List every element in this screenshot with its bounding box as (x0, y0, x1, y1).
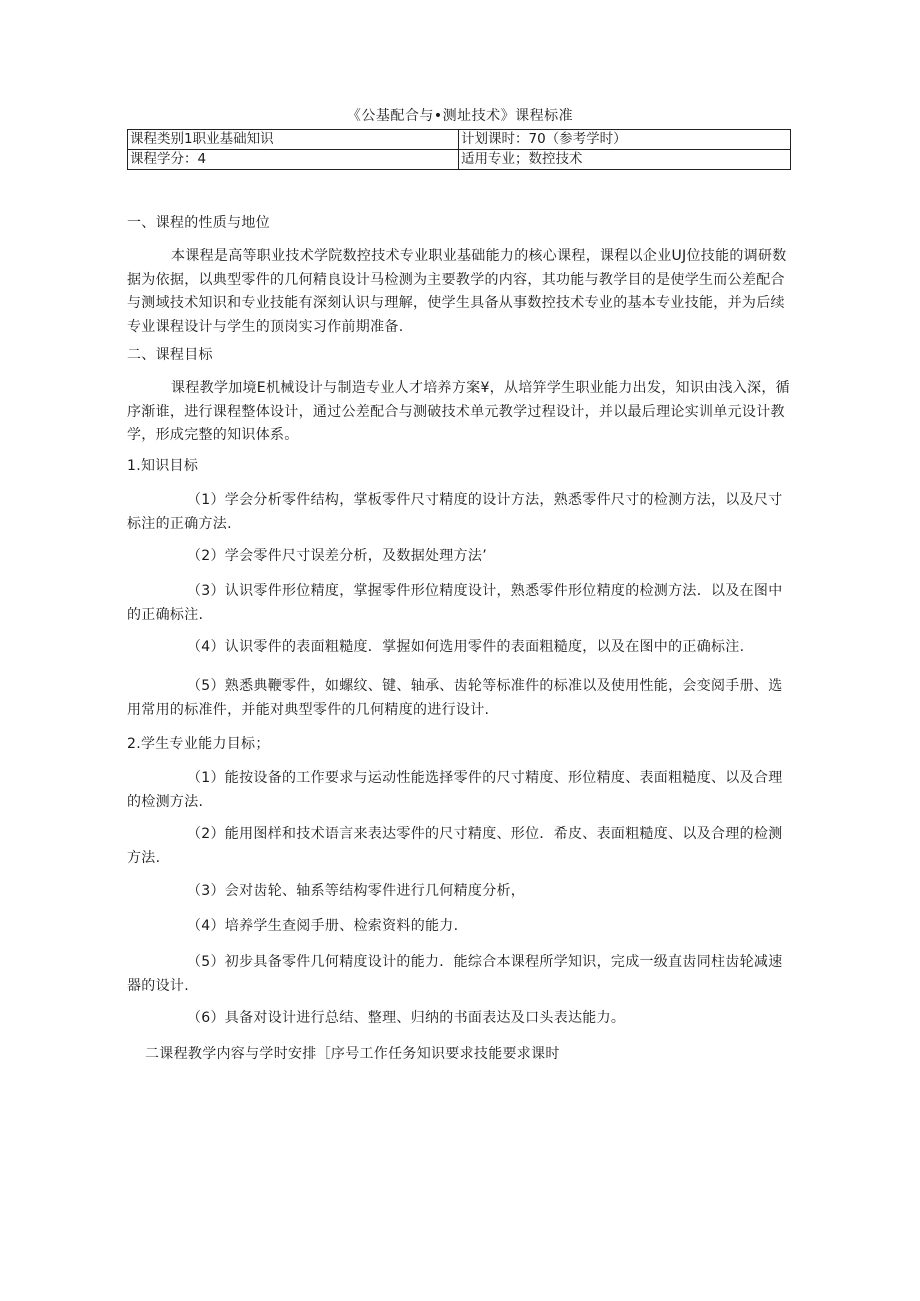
skill-item-1: （1）能按设备的工作要求与运动性能选择零件的尺寸精度、形位精度、表面粗糙度、以及合理的检测方法. (127, 770, 783, 810)
knowledge-item-3: （3）认识零件形位精度，掌握零件形位精度设计，熟悉零件形位精度的检测方法．以及在图中的正确标注. (127, 583, 783, 623)
goal-heading: 二、课程目标 (127, 347, 213, 363)
knowledge-heading: 1.知识目标 (127, 458, 199, 474)
skill-item-3: （3）会对齿轮、轴系等结构零件进行几何精度分析， (187, 883, 526, 899)
course-credit-cell: 课程学分：4 (128, 150, 459, 170)
skill-item-6: （6）具备对设计进行总结、整理、归纳的书面表达及口头表达能力。 (187, 1010, 626, 1026)
knowledge-item-1: （1）学会分析零件结构，掌板零件尺寸精度的设计方法，熟悉零件尺寸的检测方法，以及尺寸标注的正确方法. (127, 492, 783, 532)
knowledge-item-2: （2）学会零件尺寸误差分析，及数据处理方法’ (187, 548, 487, 564)
skill-heading: 2.学生专业能力目标； (127, 736, 270, 752)
nature-paragraph: 本课程是高等职业技术学院数控技术专业职业基础能力的核心课程，课程以企业UJ位技能的调研数据为依据，以典型零件的几何精良设计马检测为主要教学的内容，其功能与教学目的是使学生而公差配合与测域技术知识和专业技能有深刻认识与理解，使学生具备从事数控技术专业的基本专业技能，并为后续专业课程设计与学生的顶岗实习作前期准备. (127, 248, 787, 335)
nature-heading: 一、课程的性质与地位 (127, 215, 270, 231)
table-row (128, 130, 791, 150)
skill-item-5: （5）初步具备零件几何精度设计的能力．能综合本课程所学知识，完成一级直齿同柱齿轮减速器的设计. (127, 954, 783, 994)
skill-item-2: （2）能用图样和技术语言来表达零件的尺寸精度、形位．希皮、表面粗糙度、以及合理的检测方法. (127, 826, 783, 866)
applicable-major-cell: 适用专业；数控技术 (459, 150, 791, 170)
course-info-table (127, 129, 791, 170)
knowledge-item-4: （4）认识零件的表面粗糙度．掌握如何选用零件的表面粗糙度，以及在图中的正确标注. (187, 639, 745, 655)
goal-paragraph: 课程教学加境E机械设计与制造专业人才培养方案¥，从培笄学生职业能力出发，知识由浅入深，循序渐谁，进行课程整体设计，通过公差配合与测破技术单元教学过程设计，并以最后理论实训单元设计教学，形成完整的知识体系。 (127, 380, 790, 443)
course-category-cell: 课程类别1职业基础知识 (128, 130, 459, 150)
skill-item-4: （4）培养学生查阅手册、检索资料的能力. (187, 918, 459, 934)
table-row (128, 150, 791, 170)
planned-hours-cell: 计划课时：70（参考学时） (459, 130, 791, 150)
content-heading: 二课程教学内容与学时安排［序号工作任务知识要求技能要求课时 (145, 1046, 560, 1062)
document-title: 《公基配合与•测址技术》课程标准 (346, 108, 574, 124)
knowledge-item-5: （5）熟悉典鞭零件，如螺纹、键、轴承、齿轮等标准件的标准以及使用性能，会变阅手册、选用常用的标准件，并能对典型零件的几何精度的进行设计. (127, 678, 783, 718)
